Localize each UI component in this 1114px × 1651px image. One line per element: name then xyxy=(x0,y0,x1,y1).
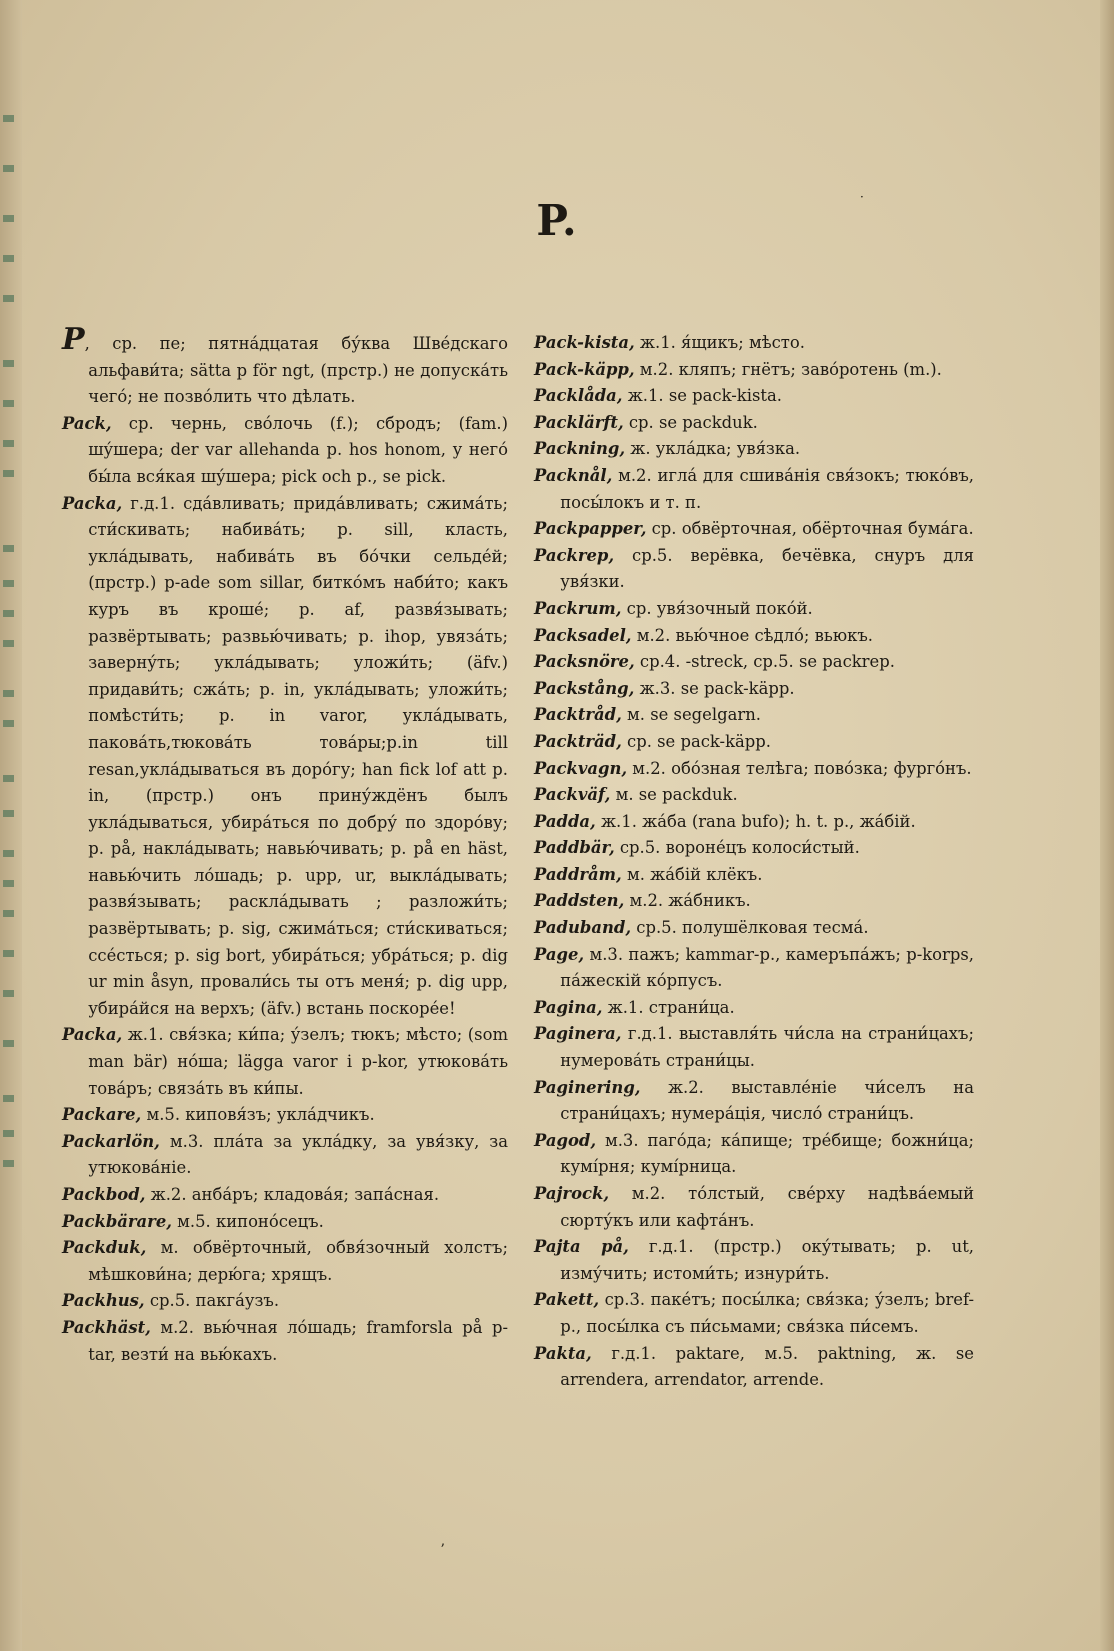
dictionary-entry xyxy=(534,330,974,357)
dictionary-entry xyxy=(62,1315,508,1368)
dictionary-entry xyxy=(62,1022,508,1102)
entry-definition: ж.1. свя́зка; ки́па; у́зелъ; тюкъ; мѣсто; (som man bär) но́ша; lägga varor i p-kor, утюкова́ть това́ръ; связа́ть въ ки́пы. xyxy=(88,1025,508,1098)
page-edge xyxy=(1100,0,1114,1651)
entry-headword: Pack, xyxy=(62,413,112,433)
entry-definition: ср.5. верёвка, бечёвка, снуръ для увя́зки. xyxy=(560,545,974,592)
dictionary-entry xyxy=(534,676,974,703)
dictionary-entry xyxy=(534,1287,974,1340)
entry-definition: м.2. кляпъ; гнётъ; заво́ротень (m.). xyxy=(634,359,942,379)
entry-definition: м.2. вью́чное сѣдло́; вьюкъ. xyxy=(631,625,873,645)
entry-headword: Packhäst, xyxy=(62,1317,151,1337)
entry-definition: м. se packduk. xyxy=(610,785,738,805)
binding-edge xyxy=(0,0,22,1651)
entry-headword: Paddbär, xyxy=(534,838,615,858)
dictionary-entry xyxy=(534,702,974,729)
dictionary-entry xyxy=(534,1181,974,1234)
dictionary-entry xyxy=(534,649,974,676)
entry-headword: Pajrock, xyxy=(534,1184,610,1203)
entry-headword: Packarlön, xyxy=(62,1131,160,1151)
entry-headword: Packpapper, xyxy=(534,519,647,539)
dictionary-entry xyxy=(62,411,508,491)
dictionary-entry xyxy=(534,463,974,516)
page-title: P. xyxy=(536,196,578,245)
dictionary-entry xyxy=(62,491,508,1023)
entry-definition: ср.5. вороне́цъ колоси́стый. xyxy=(614,838,860,858)
dictionary-entry xyxy=(534,357,974,384)
entry-definition: м.5. кипоно́сецъ. xyxy=(171,1211,324,1231)
entry-headword: Pakett, xyxy=(534,1290,600,1310)
entry-headword: Packrum, xyxy=(534,598,622,618)
dictionary-entry xyxy=(534,729,974,756)
dictionary-entry xyxy=(534,1341,974,1394)
entry-headword: Packväf, xyxy=(534,785,611,805)
entry-headword: Packa, xyxy=(62,493,123,513)
entry-headword: Pajta på, xyxy=(534,1237,629,1257)
dictionary-entry xyxy=(534,995,974,1022)
entry-headword: Pack-käpp, xyxy=(534,359,635,379)
entry-definition: ж. укла́дка; увя́зка. xyxy=(625,439,801,459)
entry-headword: Paddsten, xyxy=(534,891,625,911)
dictionary-entry xyxy=(534,862,974,889)
entry-definition: ж.1. жа́ба (rana bufo); h. t. p., жа́бій. xyxy=(595,811,916,831)
entry-definition: ж.1. страни́ца. xyxy=(602,997,735,1017)
entry-definition: м.3. пла́та за укла́дку, за увя́зку, за утюкова́ніе. xyxy=(88,1131,508,1178)
dictionary-entry xyxy=(62,1129,508,1182)
entry-headword: Packlärft, xyxy=(534,412,624,432)
entry-definition: м.2. жа́бникъ. xyxy=(624,891,751,911)
dictionary-entry xyxy=(62,1102,508,1129)
dictionary-entry xyxy=(534,835,974,862)
entry-definition: м.2. то́лстый, све́рху надѣва́емый сюрту́къ или кафта́нъ. xyxy=(560,1184,974,1230)
dictionary-entry xyxy=(62,1235,508,1288)
entry-definition: ср. обвёрточная, обёрточная бума́га. xyxy=(646,519,974,539)
entry-headword: Packtråd, xyxy=(534,705,622,725)
entry-headword: Pagod, xyxy=(534,1130,597,1150)
entry-headword: Packsnöre, xyxy=(534,652,635,672)
entry-headword: Packvagn, xyxy=(534,758,628,778)
entry-headword: Page, xyxy=(534,944,585,964)
dictionary-entry xyxy=(534,623,974,650)
dictionary-entry xyxy=(534,436,974,463)
entry-definition: ж.1. я́щикъ; мѣсто. xyxy=(634,333,805,352)
entry-definition: ж.2. выставле́ніе чи́селъ на страни́цахъ; нумера́ція, число́ страни́цъ. xyxy=(560,1077,974,1124)
dictionary-entry xyxy=(534,809,974,836)
entry-definition: ср. чернь, сво́лочь (f.); сбродъ; (fam.) шу́шера; der var allehanda p. hos honom, у него́ бы́ла вся́кая шу́шера; pick och p., se pick. xyxy=(88,413,508,486)
entry-definition: г.д.1. сда́вливать; прида́вливать; сжима́ть; сти́скивать; набива́ть; p. sill, класть, укла́дывать, набива́ть въ бо́чки сельде́й; (прстр.) p-ade som sillar, битко́мъ наби́то; какъ куръ въ кроше́; p. af, развя́зывать; развёртывать; развью́чивать; p. ihop, увяза́ть; заверну́ть; укла́дывать; уложи́ть; (äfv.) придави́ть; сжа́ть; p. in, укла́дывать; уложи́ть; помѣсти́ть; p. in varor, укла́дывать, пакова́ть,тюкова́ть това́ры;p.in till resan,укла́дываться въ доро́гу; han fick lof att p. in, (прстр.) онъ прину́ждёнъ былъ укла́дываться, убира́ться по добру́ по здоро́ву; p. på, накла́дывать; навью́чивать; p. på en häst, навью́чить ло́шадь; p. upp, ur, выкла́дывать; развя́зывать; раскла́дывать ; разложи́ть; развёртывать; p. sig, сжима́ться; сти́скиваться; ссе́сться; p. sig bort, убира́ться; убра́ться; p. dig ur min åsyn, провали́сь ты отъ меня́; p. dig upp, убира́йся на верхъ; (äfv.) встань поскоре́е! xyxy=(88,493,508,1018)
entry-headword: Paddråm, xyxy=(534,864,622,884)
entry-definition: г.д.1. (прстр.) оку́тывать; p. ut, изму́чить; истоми́ть; изнури́ть. xyxy=(560,1237,974,1283)
entry-definition: ж.2. анба́ръ; кладова́я; запа́сная. xyxy=(145,1185,440,1204)
entry-definition: м.3. паго́да; ка́пище; тре́бище; божни́ца; кумі́рня; кумі́рница. xyxy=(560,1130,974,1177)
dictionary-entry xyxy=(62,322,508,411)
dictionary-entry xyxy=(534,1021,974,1074)
entry-definition: м.2. игла́ для сшива́нія свя́зокъ; тюко́въ, посы́локъ и т. п. xyxy=(560,465,974,512)
dictionary-entry xyxy=(534,888,974,915)
entry-headword: Packbod, xyxy=(62,1185,146,1204)
entry-headword: Packbärare, xyxy=(62,1211,172,1231)
entry-headword: Pakta, xyxy=(534,1343,592,1363)
footer-mark: ʼ xyxy=(440,1542,445,1558)
entry-headword: Packstång, xyxy=(534,678,635,698)
dictionary-entry xyxy=(534,1234,974,1287)
dictionary-entry xyxy=(534,596,974,623)
dictionary-entry xyxy=(534,410,974,437)
dictionary-entry xyxy=(534,782,974,809)
entry-headword: Packhus, xyxy=(62,1291,145,1311)
entry-definition: ж.3. se pack-käpp. xyxy=(634,678,795,698)
entry-headword: Packa, xyxy=(62,1025,123,1045)
entry-definition: м. жа́бій клёкъ. xyxy=(621,864,763,884)
entry-definition: ср.5. пакга́узъ. xyxy=(144,1291,280,1311)
right-column xyxy=(534,330,974,1394)
dictionary-entry xyxy=(534,915,974,942)
dictionary-entry xyxy=(534,543,974,596)
entry-headword: Packnål, xyxy=(534,465,613,485)
left-column xyxy=(62,322,508,1368)
entry-definition: , ср. пе; пятна́дцатая бу́ква Шве́дскаго альфави́та; sätta p för ngt, (прстр.) не допуска́ть чего́; не позво́лить что дѣлать. xyxy=(84,334,508,407)
entry-headword: P xyxy=(62,322,85,357)
entry-headword: Packträd, xyxy=(534,731,622,751)
dictionary-entry xyxy=(534,1075,974,1128)
entry-definition: ср.3. паке́тъ; посы́лка; свя́зка; у́зелъ; bref-p., посы́лка съ пи́сьмами; свя́зка пи́семъ. xyxy=(560,1290,974,1336)
dictionary-entry xyxy=(62,1288,508,1315)
dictionary-entry xyxy=(534,756,974,783)
entry-headword: Packare, xyxy=(62,1105,142,1125)
entry-headword: Paginering, xyxy=(534,1077,641,1097)
entry-headword: Pack-kista, xyxy=(534,333,635,352)
speck: · xyxy=(860,190,864,204)
entry-definition: ср.4. -streck, ср.5. se packrep. xyxy=(634,652,895,672)
entry-definition: м.3. пажъ; kammar-p., камеръпа́жъ; p-korps, па́жескій ко́рпусъ. xyxy=(560,944,974,991)
entry-definition: м. se segelgarn. xyxy=(621,705,761,725)
dictionary-entry xyxy=(62,1209,508,1236)
entry-definition: г.д.1. выставля́ть чи́сла на страни́цахъ; нумерова́ть страни́цы. xyxy=(560,1024,974,1071)
entry-headword: Packning, xyxy=(534,439,626,459)
entry-definition: м. обвёрточный, обвя́зочный холстъ; мѣшкови́на; дерю́га; хрящъ. xyxy=(88,1238,508,1284)
entry-definition: ср. se pack-käpp. xyxy=(621,731,771,751)
dictionary-entry xyxy=(534,1128,974,1181)
dictionary-entry xyxy=(534,383,974,410)
entry-headword: Packrep, xyxy=(534,545,615,565)
entry-headword: Packsadel, xyxy=(534,625,632,645)
entry-headword: Pagina, xyxy=(534,997,603,1017)
entry-definition: ср. увя́зочный поко́й. xyxy=(621,598,813,618)
entry-headword: Padda, xyxy=(534,811,596,831)
dictionary-entry xyxy=(534,516,974,543)
entry-definition: ср.5. полушёлковая тесма́. xyxy=(631,918,869,938)
entry-headword: Paduband, xyxy=(534,918,632,938)
entry-definition: м.2. обо́зная телѣга; пово́зка; фурго́нъ. xyxy=(627,758,972,778)
entry-headword: Paginera, xyxy=(534,1024,622,1044)
entry-headword: Packlåda, xyxy=(534,386,623,406)
entry-definition: ср. se packduk. xyxy=(623,412,758,432)
dictionary-entry xyxy=(62,1182,508,1209)
entry-definition: м.5. киповя́зъ; укла́дчикъ. xyxy=(141,1105,375,1125)
entry-definition: г.д.1. paktare, м.5. paktning, ж. se arrendera, arrendator, arrende. xyxy=(560,1343,974,1390)
entry-definition: ж.1. se pack-kista. xyxy=(622,386,782,406)
entry-headword: Packduk, xyxy=(62,1238,147,1258)
dictionary-entry xyxy=(534,942,974,995)
entry-definition: м.2. вью́чная ло́шадь; framforsla på p-tar, везти́ на вью́кахъ. xyxy=(88,1317,508,1364)
